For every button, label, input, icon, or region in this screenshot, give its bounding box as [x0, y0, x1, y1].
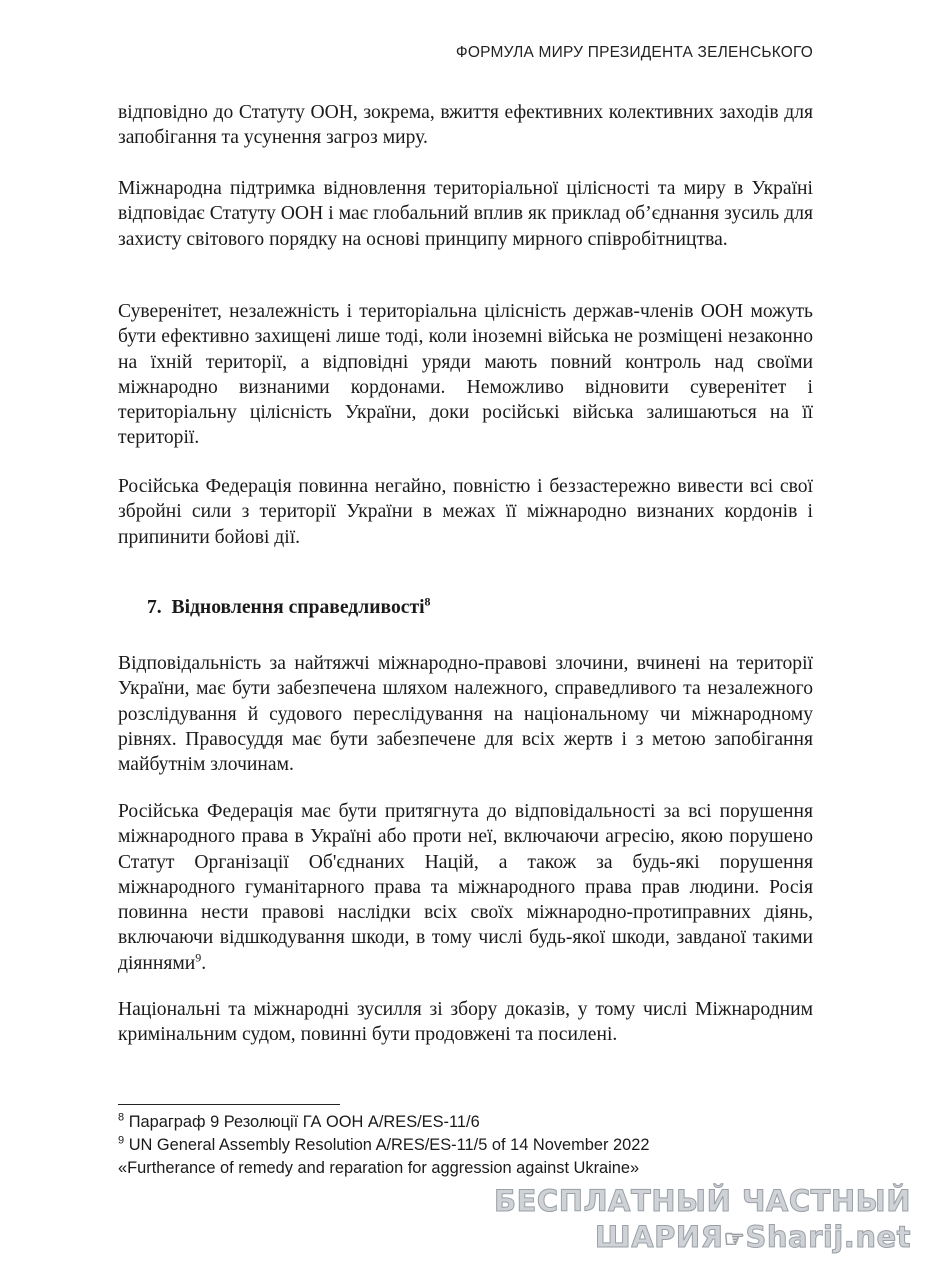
footnote-number: 9: [118, 1134, 125, 1147]
section-paragraph-3: Національні та міжнародні зусилля зі збору доказів, у тому числі Міжнародним кримінальним судом, повинні бути продовжені та посилені.: [118, 999, 813, 1046]
paragraph-1: відповідно до Статуту ООН, зокрема, вжиття ефективних колективних заходів для запобігання та усунення загроз миру.: [118, 102, 813, 149]
watermark-left-text: ШАРИЯ: [594, 1220, 724, 1254]
section-paragraph-1: Відповідальність за найтяжчі міжнародно-правові злочини, вчинені на території України, має бути забезпечена шляхом належного, справедливого та незалежного розслідування й судового переслідування на національному чи міжнародному рівнях. Правосуддя має бути забезпечене для всіх жертв і з метою запобігання майбутнім злочинам.: [118, 653, 813, 776]
paragraph-4: Російська Федерація повинна негайно, повністю і беззастережно вивести всі свої збройні сили з території України в межах її міжнародно визнаних кордонів і припинити бойові дії.: [118, 476, 813, 548]
paragraph-2: Міжнародна підтримка відновлення територіальної цілісності та миру в Україні відповідає Статуту ООН і має глобальний вплив як приклад об’єднання зусиль для захисту світового порядку на основі принципу мирного співробітництва.: [118, 178, 813, 250]
pointing-hand-icon: ☞: [723, 1225, 746, 1253]
section-title: Відновлення справедливості: [171, 597, 425, 618]
footnote-9: [118, 1135, 650, 1156]
watermark: [494, 1183, 911, 1257]
section-number: 7.: [147, 597, 162, 618]
section-heading: [147, 594, 431, 619]
section-paragraph-2-text: Російська Федерація має бути притягнута до відповідальності за всі порушення міжнародного права в Україні або проти неї, включаючи агресію, якою порушено Статут Організації Об'єднаних Націй, а також за будь-які порушення міжнародного гуманітарного права та міжнародного права прав людини. Росія повинна нести правові наслідки всіх своїх міжнародно-протиправних діянь, включаючи відшкодування шкоди, в тому числі будь-якої шкоди, завданої такими діяннями: [118, 801, 813, 974]
footnote-9-continued: «Furtherance of remedy and reparation for aggression against Ukraine»: [118, 1159, 640, 1177]
footnote-8: [118, 1112, 480, 1133]
footnote-text: UN General Assembly Resolution A/RES/ES-11/5 of 14 November 2022: [128, 1136, 650, 1154]
page-header-title: ФОРМУЛА МИРУ ПРЕЗИДЕНТА ЗЕЛЕНСЬКОГО: [455, 44, 813, 61]
watermark-line-1: БЕСПЛАТНЫЙ ЧАСТНЫЙ: [494, 1184, 911, 1218]
footnote-text: Параграф 9 Резолюції ГА ООН A/RES/ES-11/6: [128, 1113, 480, 1131]
section-paragraph-2: Російська Федерація має бути притягнута до відповідальності за всі порушення міжнародного права в Україні або проти неї, включаючи агресію, якою порушено Статут Організації Об'єднаних Націй, а також за будь-які порушення міжнародного гуманітарного права та міжнародного права прав людини. Росія повинна нести правові наслідки всіх своїх міжнародно-протиправних діянь, включаючи відшкодування шкоди, в тому числі будь-якої шкоди, завданої такими діяннями$^9$.: [118, 801, 813, 974]
paragraph-3: Суверенітет, незалежність і територіальна цілісність держав-членів ООН можуть бути ефективно захищені лише тоді, коли іноземні війська не розміщені незаконно на їхній території, а відповідні уряди мають повний контроль над своїми міжнародно визнаними кордонами. Неможливо відновити суверенітет і територіальну цілісність України, доки російські війська залишаються на її території.: [118, 301, 813, 449]
watermark-right-text: Sharij.net: [745, 1220, 911, 1254]
footnote-divider: [118, 1104, 340, 1105]
footnote-number: 8: [118, 1111, 125, 1124]
watermark-line-2: [494, 1219, 911, 1257]
footnote-ref-9: 9: [195, 950, 202, 965]
footnote-ref-8: 8: [424, 594, 431, 609]
